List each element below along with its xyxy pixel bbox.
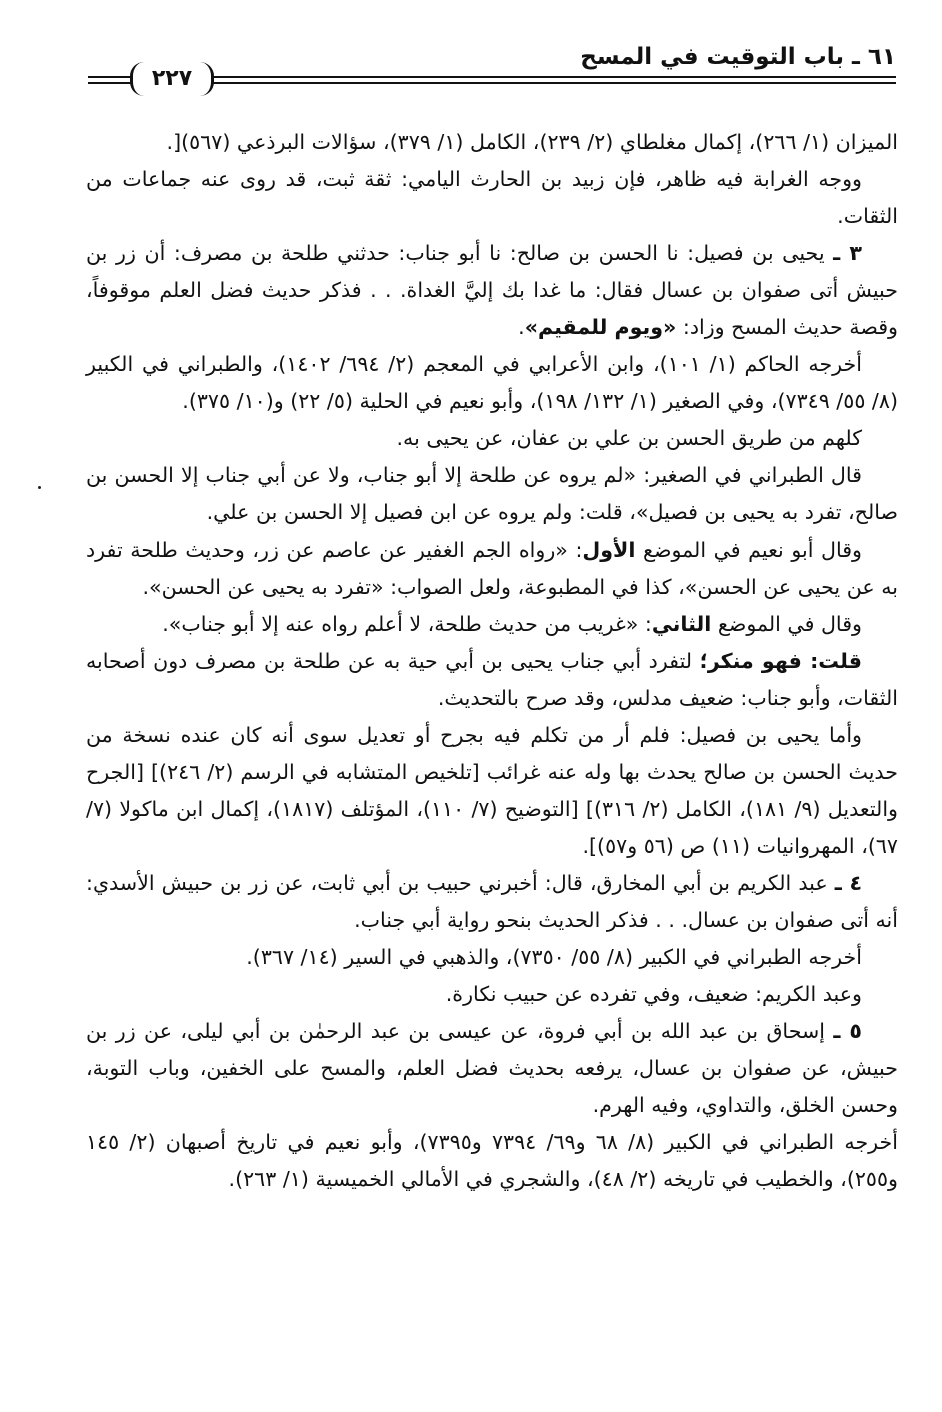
- paragraph-gharaba: ووجه الغرابة فيه ظاهر، فإن زبيد بن الحارث اليامي: ثقة ثبت، قد روى عنه جماعات من الثقات.: [86, 167, 898, 229]
- route-number: ٤ ـ: [834, 870, 863, 895]
- paragraph-takhrij-5: أخرجه الطبراني في الكبير (٨/ ٦٨ و٦٩/ ٧٣٩٤ و٧٣٩٥)، وأبو نعيم في تاريخ أصبهان (٢/ ١٤٥ و٢٥٥)، والخطيب في تاريخه (٢/ ٤٨)، والشجري في الأمالي الخميسية (١/ ٢٦٣).: [86, 1130, 898, 1192]
- scan-speck: [38, 486, 41, 489]
- route-number: ٣ ـ: [833, 241, 862, 266]
- paragraph-citations-cont: الميزان (١/ ٢٦٦)، إكمال مغلطاي (٢/ ٢٣٩)، الكامل (١/ ٣٧٩)، سؤالات البرذعي (٥٦٧)[.: [166, 130, 898, 154]
- page-body: [86, 124, 898, 1198]
- paragraph-route-3: ٣ ـ يحيى بن فصيل: نا الحسن بن صالح: نا أبو جناب: حدثني طلحة بن مصرف: أن زر بن حبيش أتى صفوان بن عسال فقال: ما غدا بك إليَّ الغداة. . . فذكر حديث فضل العلم موقوفاً، وقصة حديث المسح وزاد: «ويوم للمقيم».: [86, 241, 898, 340]
- paragraph-route-4: ٤ ـ عبد الكريم بن أبي المخارق، قال: أخبرني حبيب بن أبي ثابت، عن زر بن حبيش الأسدي: أنه أتى صفوان بن عسال. . . فذكر الحديث بنحو رواية أبي جناب.: [86, 870, 898, 932]
- paragraph-route-5: ٥ ـ إسحاق بن عبد الله بن أبي فروة، عن عيسى بن عبد الرحمٰن بن أبي ليلى، عن زر بن حبيش، عن صفوان بن عسال، يرفعه بحديث فضل العلم، والمسح على الخفين، وباب التوبة، وحسن الخلق، والتداوي، وفيه الهرم.: [86, 1019, 898, 1118]
- paragraph-abd-al-karim: وعبد الكريم: ضعيف، وفي تفرده عن حبيب نكارة.: [445, 982, 862, 1007]
- route-number: ٥ ـ: [833, 1019, 862, 1044]
- paragraph-abu-nuaym-1: وقال أبو نعيم في الموضع الأول: «رواه الجم الغفير عن عاصم عن زر، وحديث طلحة تفرد به عن يحيى عن الحسن»، كذا في المطبوعة، ولعل الصواب: «تفرد به يحيى عن الحسن».: [86, 537, 898, 599]
- chapter-title: ٦١ ـ باب التوقيت في المسح: [580, 44, 896, 70]
- paragraph-tabarani-saghir: قال الطبراني في الصغير: «لم يروه عن طلحة إلا أبو جناب، ولا عن أبي جناب إلا الحسن بن صالح، تفرد به يحيى بن فصيل»، قلت: ولم يروه عن ابن فصيل إلا الحسن بن علي.: [86, 463, 898, 525]
- paragraph-yahya-fusayl: وأما يحيى بن فصيل: فلم أر من تكلم فيه بجرح أو تعديل سوى أنه كان عنده نسخة من حديث الحسن بن صالح يحدث بها وله عنه غرائب [تلخيص المتشابه في الرسم (٢/ ٢٤٦)] [الجرح والتعديل (٩/ ١٨١)، الكامل (٢/ ٣١٦)] [التوضيح (٧/ ١١٠)، المؤتلف (١٨١٧)، إكمال ابن ماكولا (٧/ ٦٧)، المهروانيات (١١) ص (٥٦ و٥٧)].: [86, 722, 898, 858]
- paragraph-takhrij-4: أخرجه الطبراني في الكبير (٨/ ٥٥/ ٧٣٥٠)، والذهبي في السير (١٤/ ٣٦٧).: [246, 945, 862, 970]
- paragraph-takhrij-3: أخرجه الحاكم (١/ ١٠١)، وابن الأعرابي في المعجم (٢/ ٦٩٤/ ١٤٠٢)، والطبراني في الكبير (٨/ ٥٥/ ٧٣٤٩)، وفي الصغير (١/ ١٣٢/ ١٩٨)، وأبو نعيم في الحلية (٥/ ٢٢) و(١٠/ ٣٧٥).: [86, 352, 898, 414]
- paragraph-kulluhum: كلهم من طريق الحسن بن علي بن عفان، عن يحيى به.: [396, 426, 862, 451]
- page-number: ٢٢٧: [130, 62, 214, 96]
- paragraph-qultu: قلت: فهو منكر؛ لتفرد أبي جناب يحيى بن أبي حية به عن طلحة بن مصرف دون أصحابه الثقات، وأبو جناب: ضعيف مدلس، وقد صرح بالتحديث.: [86, 648, 898, 710]
- paragraph-abu-nuaym-2: وقال في الموضع الثاني: «غريب من حديث طلحة، لا أعلم رواه عنه إلا أبو جناب».: [162, 611, 862, 636]
- page-header: [88, 42, 896, 91]
